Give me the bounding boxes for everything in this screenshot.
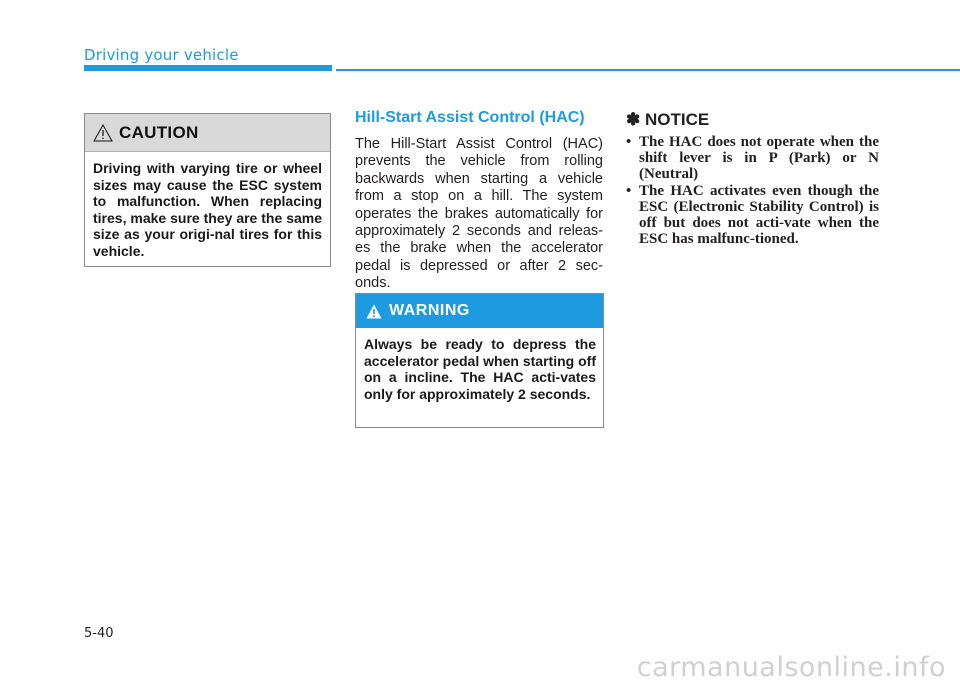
- notice-item: [626, 134, 879, 183]
- header-rule-thick: [84, 65, 332, 71]
- notice-item-text: The HAC activates even though the ESC (Electronic Stability Control) is off but does not acti-vate when the ESC has malfunc-tioned.: [639, 182, 879, 248]
- caution-box: [84, 113, 331, 267]
- notice-list: [626, 134, 879, 247]
- notice-item: [626, 183, 879, 248]
- bullet: •: [626, 182, 632, 199]
- section-title: Driving your vehicle: [84, 46, 239, 64]
- warning-text: Always be ready to depress the accelerator pedal when starting off on a incline. The HAC acti-vates only for approximately 2 seconds.: [364, 336, 596, 402]
- caution-text: Driving with varying tire or wheel sizes may cause the ESC system to malfunction. When replacing tires, make sure they are the same size as your origi-nal tires for this vehicle.: [93, 160, 322, 259]
- bullet: •: [626, 134, 632, 150]
- warning-box: [355, 293, 604, 428]
- caution-title: CAUTION: [119, 122, 199, 142]
- caution-header: [85, 114, 330, 152]
- notice-heading: ✽ NOTICE: [626, 110, 710, 129]
- warning-title: WARNING: [389, 302, 470, 319]
- hac-description: The Hill-Start Assist Control (HAC) prevents the vehicle from rolling backwards when starting a vehicle from a stop on a hill. The system operates the brakes automatically for approximately 2 seconds and releas-es the brake when the accelerator pedal is depressed or after 2 sec-onds.: [355, 136, 603, 292]
- hac-heading: Hill-Start Assist Control (HAC): [355, 109, 585, 126]
- warning-triangle-outline-icon: [93, 124, 113, 142]
- header-rule-thin: [336, 69, 960, 71]
- page-number: 5-40: [84, 626, 114, 641]
- watermark: carmanualsonline.info: [636, 652, 946, 683]
- warning-header: [356, 294, 603, 328]
- notice-item-text: The HAC does not operate when the shift lever is in P (Park) or N (Neutral): [639, 134, 879, 183]
- warning-triangle-icon: [366, 304, 382, 319]
